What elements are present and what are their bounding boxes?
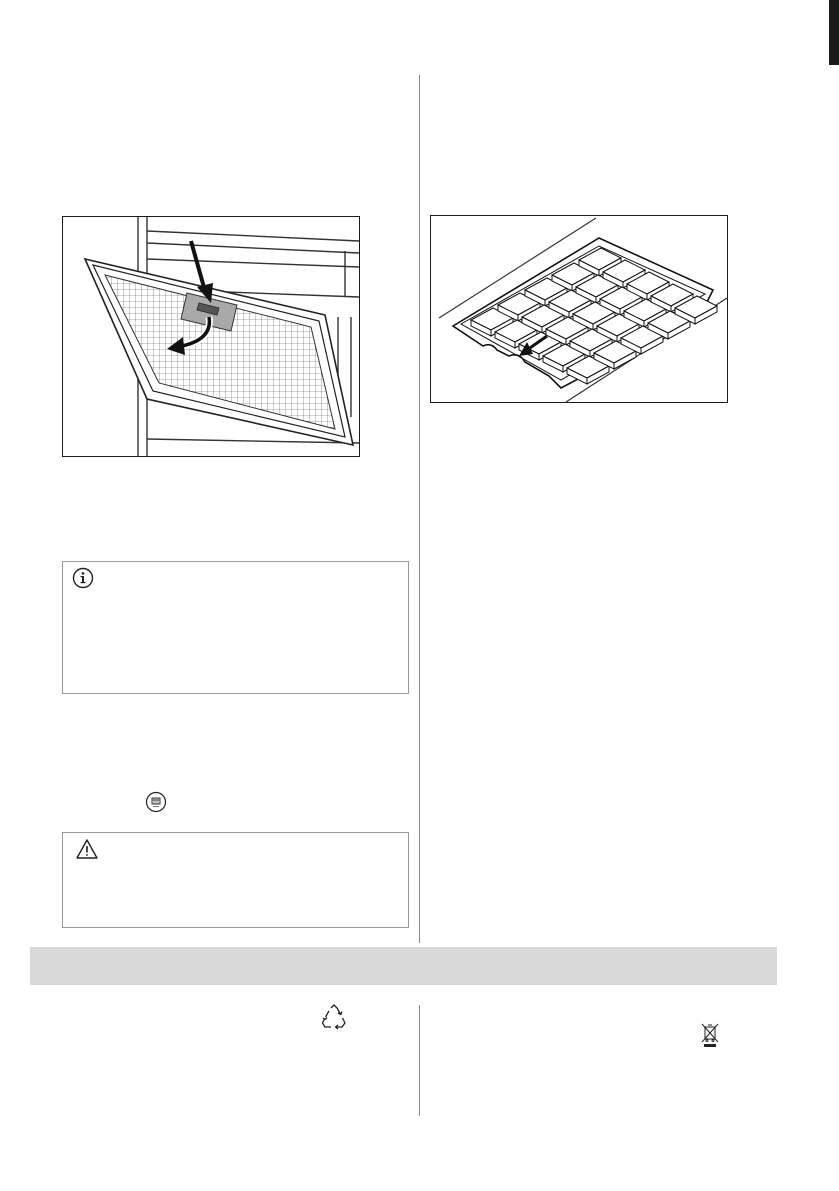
info-icon xyxy=(72,567,94,589)
recycle-icon xyxy=(320,1004,348,1030)
carbon-filter-illustration xyxy=(431,216,727,402)
warning-note-box xyxy=(62,832,409,928)
crossed-out-bin-icon xyxy=(700,1022,720,1048)
dishwasher-icon xyxy=(145,791,167,813)
column-divider-upper xyxy=(419,75,420,943)
warning-triangle-icon xyxy=(75,838,99,860)
info-note-box xyxy=(62,561,409,694)
column-divider-lower xyxy=(419,1005,420,1116)
grease-filter-removal-illustration xyxy=(63,217,359,456)
section-heading-band xyxy=(30,947,777,985)
carbon-filter-figure xyxy=(430,215,728,403)
page-tab-marker xyxy=(829,0,839,65)
grease-filter-figure xyxy=(62,216,360,457)
